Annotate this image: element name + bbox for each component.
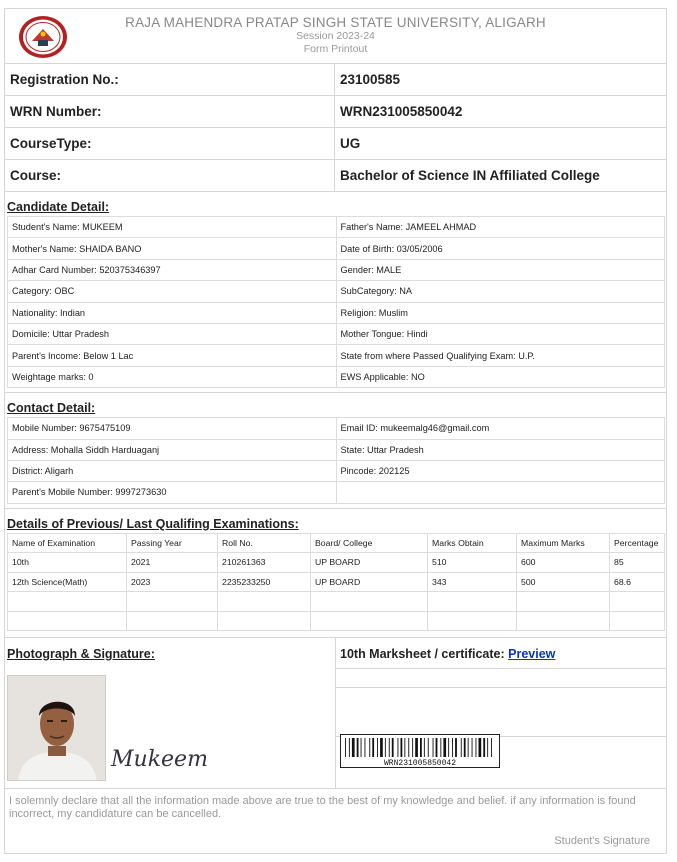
table-row <box>8 418 665 439</box>
barcode-bar <box>369 738 370 757</box>
barcode-bar <box>365 738 366 757</box>
course-value: Bachelor of Science IN Affiliated College <box>340 168 600 183</box>
table-cell <box>8 611 127 631</box>
table-cell: Nationality: Indian <box>8 302 337 323</box>
table-cell <box>8 592 127 612</box>
course-type-row <box>5 128 666 160</box>
barcode-bar <box>479 738 482 757</box>
barcode-bars <box>341 735 499 767</box>
barcode-bar <box>412 738 413 757</box>
table-cell: UP BOARD <box>311 572 428 592</box>
table-cell: Gender: MALE <box>336 259 665 280</box>
table-cell: State: Uttar Pradesh <box>336 439 665 460</box>
wrn-value: WRN231005850042 <box>340 104 463 119</box>
table-cell: State from where Passed Qualifying Exam: U.P. <box>336 345 665 366</box>
registration-row <box>5 64 666 96</box>
barcode-bar <box>385 738 386 757</box>
barcode-bar <box>461 738 462 757</box>
barcode-bar <box>372 738 374 757</box>
column-header: Roll No. <box>218 533 311 553</box>
registration-value: 23100585 <box>340 72 401 87</box>
course-type-label: CourseType: <box>5 128 335 159</box>
table-row <box>8 482 665 503</box>
table-row <box>8 439 665 460</box>
registration-label: Registration No.: <box>5 64 335 95</box>
table-cell: 2023 <box>127 572 218 592</box>
university-logo <box>18 15 68 59</box>
table-cell: 85 <box>610 553 665 573</box>
barcode-bar <box>468 738 469 757</box>
declaration: I solemnly declare that all the information made above are true to the best of my knowledge and belief. if any information is found incorrect, my candidature can be cancelled. <box>9 795 636 821</box>
table-cell: EWS Applicable: NO <box>336 366 665 387</box>
barcode-bar <box>352 738 355 757</box>
table-cell: Date of Birth: 03/05/2006 <box>336 238 665 259</box>
barcode-bar <box>483 738 485 757</box>
table-row <box>8 553 665 573</box>
table-cell: 510 <box>428 553 517 573</box>
table-cell <box>428 592 517 612</box>
barcode-bar <box>428 738 429 757</box>
barcode-bar <box>408 738 409 757</box>
barcode-bar <box>436 738 438 757</box>
table-cell: Mother's Name: SHAIDA BANO <box>8 238 337 259</box>
barcode-bar <box>424 738 425 757</box>
barcode-bar <box>389 738 390 757</box>
course-label: Course: <box>5 160 335 191</box>
session: Session 2023-24 <box>296 30 375 42</box>
barcode-bar <box>392 738 394 757</box>
candidate-section <box>5 192 666 393</box>
barcode-bar <box>443 738 446 757</box>
column-header: Passing Year <box>127 533 218 553</box>
photo-title: Photograph & Signature: <box>7 647 155 662</box>
table-cell: 500 <box>517 572 610 592</box>
table-row <box>8 345 665 366</box>
table-cell: Parent's Income: Below 1 Lac <box>8 345 337 366</box>
signature-text: Mukeem <box>111 747 208 773</box>
table-row <box>8 238 665 259</box>
table-cell: Domicile: Uttar Pradesh <box>8 323 337 344</box>
contact-table <box>7 417 665 504</box>
table-cell: 210261363 <box>218 553 311 573</box>
table-cell <box>311 592 428 612</box>
candidate-title: Candidate Detail: <box>7 200 110 214</box>
contact-section <box>5 393 666 509</box>
barcode-bar <box>398 738 399 757</box>
table-row <box>8 611 665 631</box>
barcode-bar <box>420 738 422 757</box>
table-row <box>8 572 665 592</box>
column-header: Maximum Marks <box>517 533 610 553</box>
table-cell: Adhar Card Number: 520375346397 <box>8 259 337 280</box>
column-header: Percentage <box>610 533 665 553</box>
table-row <box>8 302 665 323</box>
table-cell: Pincode: 202125 <box>336 460 665 481</box>
marksheet-box <box>336 687 666 737</box>
table-cell: 343 <box>428 572 517 592</box>
table-cell <box>127 611 218 631</box>
table-cell <box>517 611 610 631</box>
table-cell: SubCategory: NA <box>336 281 665 302</box>
barcode-bar <box>357 738 359 757</box>
table-cell: District: Aligarh <box>8 460 337 481</box>
barcode-bar <box>464 738 466 757</box>
table-cell: 12th Science(Math) <box>8 572 127 592</box>
table-cell: Religion: Muslim <box>336 302 665 323</box>
candidate-table <box>7 216 665 388</box>
wrn-row <box>5 96 666 128</box>
exams-title: Details of Previous/ Last Qualifing Examinations: <box>7 516 299 531</box>
table-cell: Email ID: mukeemalg46@gmail.com <box>336 418 665 439</box>
university-name: RAJA MAHENDRA PRATAP SINGH STATE UNIVERSITY, ALIGARH <box>125 15 546 30</box>
barcode-bar <box>345 738 346 757</box>
table-cell <box>610 592 665 612</box>
table-cell <box>428 611 517 631</box>
table-row <box>8 323 665 344</box>
table-cell <box>127 592 218 612</box>
contact-title: Contact Detail: <box>7 401 96 416</box>
form-type: Form Printout <box>303 43 368 55</box>
table-cell: 68.6 <box>610 572 665 592</box>
table-row <box>8 259 665 280</box>
course-row <box>5 160 666 192</box>
table-row <box>8 281 665 302</box>
column-header: Name of Examination <box>8 533 127 553</box>
table-cell: 2235233250 <box>218 572 311 592</box>
photo-signature-section <box>5 638 666 789</box>
table-cell: Weightage marks: 0 <box>8 366 337 387</box>
table-cell: UP BOARD <box>311 553 428 573</box>
course-type-value: UG <box>340 136 361 151</box>
table-cell <box>610 611 665 631</box>
exams-table <box>7 533 665 632</box>
marksheet-column <box>336 638 666 788</box>
barcode-bar <box>361 738 362 757</box>
table-header-row <box>8 533 665 553</box>
table-cell <box>218 611 311 631</box>
table-cell: 2021 <box>127 553 218 573</box>
barcode-bar <box>476 738 477 757</box>
wrn-label: WRN Number: <box>5 96 335 127</box>
student-signature-label: Student's Signature <box>554 835 650 847</box>
barcode-bar <box>401 738 403 757</box>
marksheet-title <box>336 638 666 669</box>
barcode-bar <box>377 738 378 757</box>
barcode-bar <box>491 738 492 757</box>
barcode-text: WRN231005850042 <box>383 759 457 768</box>
barcode-bar <box>433 738 434 757</box>
barcode-bar <box>404 738 405 757</box>
table-row <box>8 592 665 612</box>
column-header: Marks Obtain <box>428 533 517 553</box>
table-cell: Mother Tongue: Hindi <box>336 323 665 344</box>
preview-link[interactable]: Preview <box>508 647 556 662</box>
table-cell: 10th <box>8 553 127 573</box>
barcode-bar <box>455 738 457 757</box>
barcode-bar <box>452 738 453 757</box>
table-cell: 600 <box>517 553 610 573</box>
signature <box>109 738 209 783</box>
form-printout <box>4 8 667 854</box>
barcode-bar <box>487 738 488 757</box>
table-cell: Parent's Mobile Number: 9997273630 <box>8 482 337 503</box>
photo-column <box>5 638 336 788</box>
barcode-bar <box>415 738 418 757</box>
barcode-bar <box>380 738 383 757</box>
barcode-bar <box>472 738 473 757</box>
table-cell <box>311 611 428 631</box>
exams-section <box>5 509 666 639</box>
table-cell: Category: OBC <box>8 281 337 302</box>
barcode <box>340 734 500 768</box>
candidate-photo <box>7 675 106 781</box>
barcode-bar <box>448 738 449 757</box>
barcode-bar <box>349 738 350 757</box>
table-cell: Mobile Number: 9675475109 <box>8 418 337 439</box>
table-row <box>8 460 665 481</box>
table-cell: Address: Mohalla Siddh Harduaganj <box>8 439 337 460</box>
table-cell <box>336 482 665 503</box>
column-header: Board/ College <box>311 533 428 553</box>
table-cell: Student's Name: MUKEEM <box>8 217 337 238</box>
table-cell <box>218 592 311 612</box>
table-row <box>8 217 665 238</box>
header <box>5 9 666 64</box>
table-cell: Father's Name: JAMEEL AHMAD <box>336 217 665 238</box>
table-cell <box>517 592 610 612</box>
marksheet-label: 10th Marksheet / certificate: <box>340 647 505 662</box>
table-row <box>8 366 665 387</box>
barcode-bar <box>440 738 441 757</box>
